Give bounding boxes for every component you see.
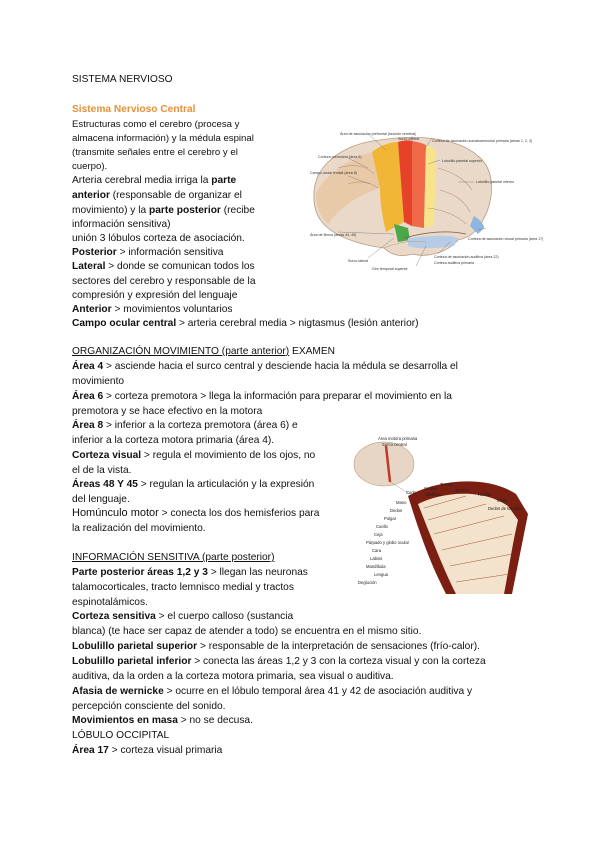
brain-label-12: Corteza de asociación visual primaria (área 17) <box>468 237 544 241</box>
intro-line-3: (transmite señales entre el cerebro y el <box>72 147 238 158</box>
info-sensitiva-heading: INFORMACIÓN SENSITIVA (parte posterior) <box>72 552 275 563</box>
homunculus-label-11: Ceja <box>374 532 383 537</box>
lobulillo-superior-line: Lobulillo parietal superior > responsable de la interpretación de sensaciones (frío-calor). <box>72 641 480 652</box>
homunculus-label-16: Lengua <box>374 572 388 577</box>
section-heading-central: Sistema Nervioso Central <box>72 104 196 115</box>
homunculus-label-13: Cara <box>372 548 382 553</box>
brain-label-11: Giro temporal superior <box>372 267 408 271</box>
homunculus-label-12: Párpado y globo ocular <box>366 540 410 545</box>
parte-posterior-line-1: Parte posterior áreas 1,2 y 3 > llegan las neuronas <box>72 567 308 578</box>
corteza-sensitiva-line-2: blanca) (te hace ser capaz de atender a todo) se encuentra en el mismo sitio. <box>72 626 422 637</box>
homunculus-label-18: Rodilla <box>478 492 491 497</box>
intro-line-2: almacena información) y la médula espinal <box>72 133 254 144</box>
auditory-cortex <box>408 236 458 249</box>
lobulillo-inferior-line-2: auditiva, da la orden a la corteza motora primaria, sea visual o auditiva. <box>72 671 394 682</box>
lateral-line-3: compresión y expresión del lenguaje <box>72 290 238 301</box>
lateral-line-1: Lateral > donde se comunican todos los <box>72 261 255 272</box>
area17-line: Área 17 > corteza visual primaria <box>72 745 223 756</box>
lobulillo-inferior-line-1: Lobulillo parietal inferior > conecta las áreas 1,2 y 3 con la corteza visual y con la corteza <box>72 656 486 667</box>
brain-label-2: Corteza de asociación somatosensorial primaria (áreas 1, 2, 3) <box>432 139 533 143</box>
brain-label-5: Campo ocular frontal (área 8) <box>310 171 357 175</box>
document-title: SISTEMA NERVIOSO <box>72 74 173 85</box>
area4-line-1: Área 4 > asciende hacia el surco central y desciende hacia la médula se desarrolla el <box>72 361 458 372</box>
homunculus-label-4: Hombro <box>454 488 469 493</box>
brain-label-9: Corteza de asociación auditiva (área 22) <box>434 255 499 259</box>
posterior-line: Posterior > información sensitiva <box>72 247 224 258</box>
homunculus-label-3: Tronco <box>440 482 453 487</box>
homunculus-label-5: Codo <box>406 490 417 495</box>
homunculus-label-17: Deglución <box>358 580 377 585</box>
lobulo-occipital-heading: LÓBULO OCCIPITAL <box>72 730 170 741</box>
homunculus-label-15: Mandíbula <box>366 564 386 569</box>
anterior-line: Anterior > movimientos voluntarios <box>72 304 233 315</box>
somatosensory-area <box>412 141 426 228</box>
brain-label-4: Lobulillo parietal superior <box>442 159 482 163</box>
arteria-line-1: Arteria cerebral media irriga la parte <box>72 175 237 186</box>
homunculus-label-6: Muñeca <box>426 492 441 497</box>
brain-label-3: Corteza premotora (área 6) <box>318 155 362 159</box>
area6-line-2: premotora y se hace efectivo en la motora <box>72 406 263 417</box>
brain-label-7: Área de Broca (áreas 44, 45) <box>310 233 357 237</box>
homunculus-label-8: Dedos <box>390 508 403 513</box>
homunculus-label-9: Pulgar <box>384 516 397 521</box>
arteria-line-5: unión 3 lóbulos corteza de asociación. <box>72 233 245 244</box>
homunculus-label-0: Área motora primaria <box>378 436 418 441</box>
homunculo-line-1: Homúnculo motor > conecta los dos hemisferios para <box>72 507 320 519</box>
area8-line-1: Área 8 > inferior a la corteza premotora (área 6) e <box>72 420 298 431</box>
parte-posterior-line-3: espinotalámicos. <box>72 597 148 608</box>
brain-label-1: Surco central <box>398 137 420 141</box>
area8-line-2: inferior a la corteza motora primaria (área 4). <box>72 435 275 446</box>
small-brain <box>354 442 414 486</box>
motor-homunculus-diagram <box>346 434 530 594</box>
corteza-visual-line-2: el de la vista. <box>72 465 132 476</box>
brain-label-0: Área de asociación prefrontal (sección cerebral) <box>340 132 417 136</box>
intro-line-4: cuerpo). <box>72 161 108 172</box>
arteria-line-3: movimiento) y la parte posterior (recibe <box>72 205 255 216</box>
somatosensory-association-area <box>424 145 436 228</box>
brain-label-6: Lobulillo parietal inferior <box>476 180 514 184</box>
brain-label-8: Surco lateral <box>348 259 369 263</box>
afasia-line-1: Afasia de wernicke > ocurre en el lóbulo temporal área 41 y 42 de asociación auditiva y <box>72 686 473 697</box>
area4-line-2: movimiento <box>72 376 125 387</box>
homunculus-label-1: Surco central <box>382 442 407 447</box>
arteria-line-4: información sensitiva) <box>72 219 171 230</box>
homunculus-label-14: Labios <box>370 556 383 561</box>
intro-line-1: Estructuras como el cerebro (procesa y <box>72 119 240 130</box>
arteria-line-2: anterior (responsable de organizar el <box>72 190 242 201</box>
homunculus-label-19: Tobillo <box>496 498 508 503</box>
organizacion-heading: ORGANIZACIÓN MOVIMIENTO (parte anterior) EXAMEN <box>72 346 336 357</box>
homunculus-label-2: Cadera <box>424 486 438 491</box>
parte-posterior-line-2: talamocorticales, tracto lemnisco medial y tractos <box>72 582 294 593</box>
areas4845-line-1: Áreas 48 Y 45 > regulan la articulación y la expresión <box>72 479 315 490</box>
movimientos-masa-line: Movimientos en masa > no se decusa. <box>72 715 253 726</box>
area6-line-1: Área 6 > corteza premotora > llega la información para preparar el movimiento en la <box>72 391 452 402</box>
homunculus-label-7: Mano <box>396 500 407 505</box>
brain-lateral-diagram <box>308 128 544 274</box>
brain-label-10: Corteza auditiva primaria <box>434 261 474 265</box>
afasia-line-2: percepción consciente del sonido. <box>72 701 226 712</box>
lateral-line-2: sectores del cerebro y responsable de la <box>72 276 256 287</box>
areas4845-line-2: del lenguaje. <box>72 494 130 505</box>
homunculus-label-20: Dedos de los pies <box>488 506 522 511</box>
homunculo-line-2: la realización del movimiento. <box>72 523 206 534</box>
corteza-sensitiva-line-1: Corteza sensitiva > el cuerpo calloso (sustancia <box>72 611 294 622</box>
corteza-visual-line-1: Corteza visual > regula el movimiento de los ojos, no <box>72 450 316 461</box>
homunculus-label-10: Cuello <box>376 524 388 529</box>
campo-ocular-line: Campo ocular central > arteria cerebral media > nigtasmus (lesión anterior) <box>72 318 419 329</box>
